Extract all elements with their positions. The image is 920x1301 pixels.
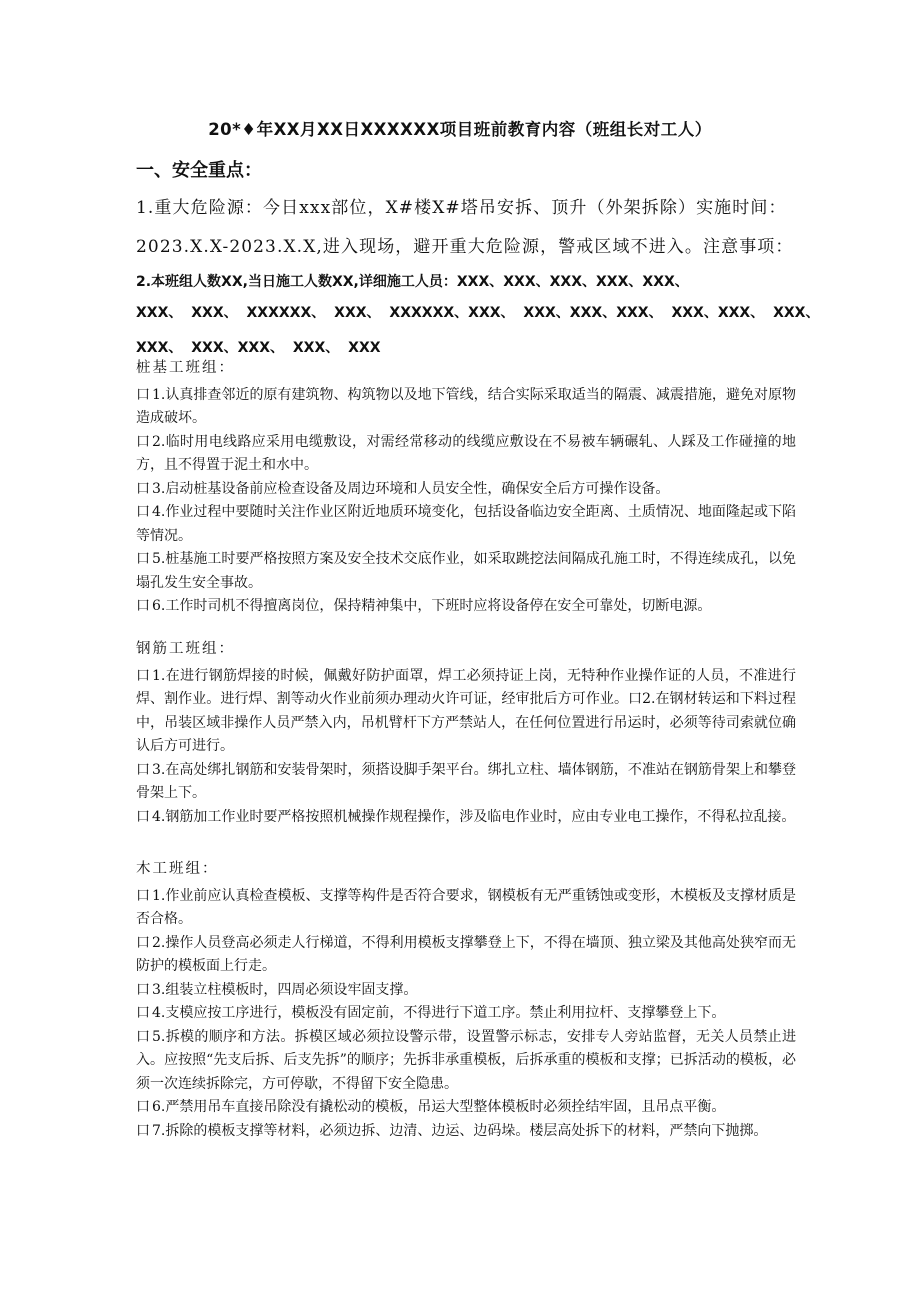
checkbox-icon: 口 (136, 808, 150, 825)
crew-line-2: XXX、 XXX、 XXXXXX、 XXX、 XXXXXX、XXX、 XXX、XXX、XXX、 XXX、XXX、 XXX、 (136, 305, 820, 321)
list-item: 口 1.认真排查邻近的原有建筑物、构筑物以及地下管线，结合实际采取适当的隔震、减震措施，避免对原物造成破坏。 (136, 384, 796, 431)
hazard-line-2: 2023.X.X-2023.X.X,进入现场，避开重大危险源，警戒区域不进入。注意事项： (136, 237, 794, 257)
checkbox-icon: 口 (136, 1005, 150, 1021)
list-item: 口 5.桩基施工时要严格按照方案及安全技术交底作业，如采取跳挖法间隔成孔施工时，不得连续成孔，以免塌孔发生安全事故。 (136, 548, 796, 595)
checkbox-icon: 口 (136, 433, 150, 450)
list-item: 口 4.作业过程中要随时关注作业区附近地质环境变化，包括设备临边安全距离、土质情况、地面隆起或下陷等情况。 (136, 501, 796, 548)
checkbox-icon: 口 (136, 1028, 150, 1045)
checkbox-icon: 口 (136, 480, 150, 497)
checkbox-icon: 口 (136, 667, 150, 684)
list-item: 口 3.在高处绑扎钢筋和安装骨架时，须搭设脚手架平台。绑扎立柱、墙体钢筋，不准站在钢筋骨架上和攀登骨架上下。 (136, 759, 796, 806)
list-item: 口 6.严禁用吊车直接吊除没有撬松动的模板，吊运大型整体模板时必须拴结牢固，且吊点平衡。 (136, 1096, 796, 1120)
document-title: 20*♦年XX月XX日XXXXXX项目班前教育内容（班组长对工人） (208, 120, 712, 139)
list-item: 口 4.支模应按工序进行，模板没有固定前，不得进行下道工序。禁止利用拉杆、支撑攀登上下。 (136, 1002, 796, 1026)
list-item: 口 2.临时用电线路应采用电缆敷设，对需经常移动的线缆应敷设在不易被车辆碾轧、人踩及工作碰撞的地方，且不得置于泥土和水中。 (136, 431, 796, 478)
list-item: 口 1.在进行钢筋焊接的时候，佩戴好防护面罩，焊工必须持证上岗，无特种作业操作证的人员，不准进行焊、割作业。进行焊、割等动火作业前须办理动火许可证，经审批后方可作业。口2.在钢材转运和下料过程中，吊装区域非操作人员严禁入内，吊机臂杆下方严禁站人，在任何位置进行吊运时，必须等待司索就位确认后方可进行。 (136, 665, 796, 759)
list-item: 口 6.工作时司机不得擅离岗位，保持精神集中，下班时应将设备停在安全可靠处，切断电源。 (136, 595, 796, 619)
checkbox-icon: 口 (136, 598, 150, 614)
list-item: 口 5.拆模的顺序和方法。拆模区域必须拉设警示带，设置警示标志，安排专人旁站监督，无关人员禁止进入。应按照“先支后拆、后支先拆”的顺序；先拆非承重模板，后拆承重的模板和支撑；已拆活动的模板，必须一次连续拆除完，方可停歇，不得留下安全隐患。 (136, 1026, 796, 1097)
section-title: 木工班组： (136, 861, 219, 877)
list-item: 口 3.组装立柱模板时，四周必须设牢固支撑。 (136, 979, 796, 1003)
list-item: 口 7.拆除的模板支撑等材料，必须边拆、边清、边运、边码垛。楼层高处拆下的材料，严禁向下抛掷。 (136, 1120, 796, 1144)
section-title: 钢筋工班组： (136, 641, 235, 657)
section-pile-crew (136, 357, 796, 619)
checkbox-icon: 口 (136, 551, 150, 567)
checkbox-icon: 口 (136, 504, 150, 520)
checkbox-icon: 口 (136, 386, 150, 403)
section-title: 桩基工班组： (136, 360, 235, 376)
list-item: 口 1.作业前应认真检查模板、支撑等构件是否符合要求，钢模板有无严重锈蚀或变形，木模板及支撑材质是否合格。 (136, 885, 796, 932)
section-rebar-crew (136, 638, 796, 829)
checkbox-icon: 口 (136, 1122, 150, 1139)
crew-line-3: XXX、 XXX、XXX、 XXX、 XXX (136, 340, 381, 356)
checkbox-icon: 口 (136, 761, 150, 778)
section-heading-safety: 一、安全重点： (136, 160, 262, 181)
checkbox-icon: 口 (136, 934, 150, 951)
section-carpentry-crew (136, 858, 796, 1143)
list-item: 口 3.启动桩基设备前应检查设备及周边环境和人员安全性，确保安全后方可操作设备。 (136, 478, 796, 502)
checkbox-icon: 口 (136, 981, 150, 998)
checkbox-icon: 口 (136, 1099, 150, 1115)
list-item: 口 4.钢筋加工作业时要严格按照机械操作规程操作，涉及临电作业时，应由专业电工操作，不得私拉乱接。 (136, 806, 796, 830)
hazard-line-1: 1.重大危险源：今日xxx部位，X#楼X#塔吊安拆、顶升（外架拆除）实施时间： (136, 198, 787, 218)
crew-line-1: 2.本班组人数XX,当日施工人数XX,详细施工人员：XXX、XXX、XXX、XXX、XXX、 (136, 274, 689, 290)
checkbox-icon: 口 (136, 887, 150, 904)
list-item: 口 2.操作人员登高必须走人行梯道，不得利用模板支撑攀登上下，不得在墙顶、独立梁及其他高处狭窄而无防护的模板面上行走。 (136, 932, 796, 979)
